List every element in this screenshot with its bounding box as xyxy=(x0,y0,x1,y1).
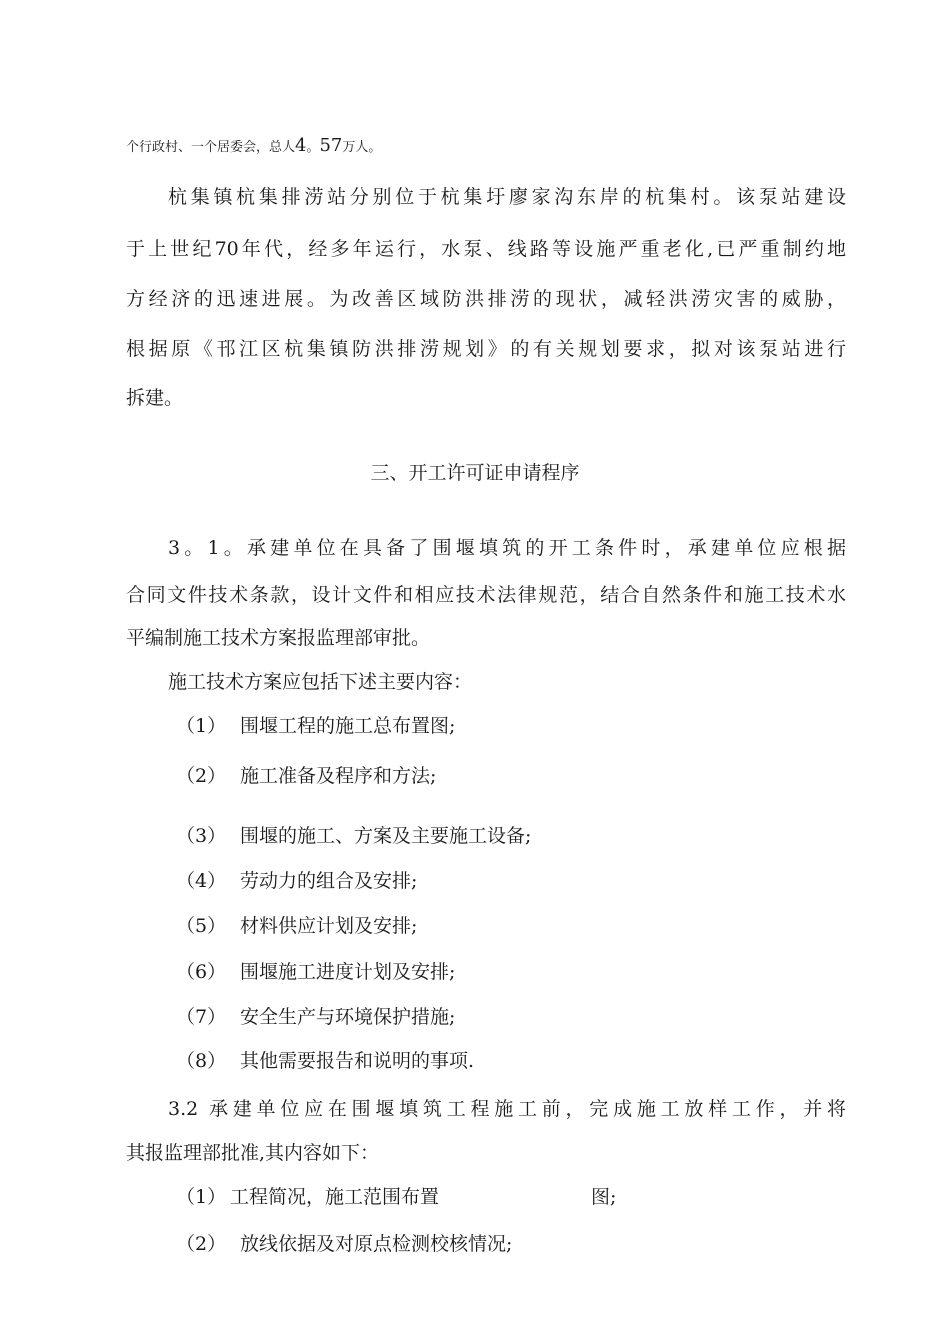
paragraph1-line-1: 杭集镇杭集排涝站分别位于杭集圩廖家沟东岸的杭集村。该泵站建设 xyxy=(168,186,846,208)
list-item-text: 安全生产与环境保护措施; xyxy=(240,1006,456,1028)
list-item-text: 劳动力的组合及安排; xyxy=(240,870,418,892)
intro-tail-num2: 57 xyxy=(319,135,343,156)
intro-tail-num1: 4 xyxy=(295,135,307,156)
paragraph1-line-2: 于上世纪70年代，经多年运行，水泵、线路等设施严重老化,已严重制约地 xyxy=(126,238,846,260)
paragraph1-line-3: 方经济的迅速进展。为改善区域防洪排涝的现状，减轻洪涝灾害的威胁， xyxy=(126,288,846,310)
list-item-text: 材料供应计划及安排; xyxy=(240,915,418,937)
paragraph1-line-4: 根据原《邗江区杭集镇防洪排涝规划》的有关规划要求，拟对该泵站进行 xyxy=(126,338,846,360)
list-item xyxy=(176,1049,474,1073)
list-item-text: 围堰的施工、方案及主要施工设备; xyxy=(240,825,532,847)
list-item xyxy=(176,1185,616,1209)
list-item-number: （6） xyxy=(176,961,227,983)
section-3-2-line-1: 3.2 承建单位应在围堰填筑工程施工前，完成施工放样工作，并将 xyxy=(168,1098,846,1120)
list-item-text: 其他需要报告和说明的事项. xyxy=(240,1050,475,1072)
paragraph1-line-5: 拆建。 xyxy=(126,387,184,409)
list-item-number: （1） xyxy=(176,715,227,737)
list-item xyxy=(176,824,531,848)
list-item-text: 围堰工程的施工总布置图; xyxy=(240,715,456,737)
list-item xyxy=(176,1005,455,1029)
list-item-number: （8） xyxy=(176,1050,227,1072)
section-heading: 三、开工许可证申请程序 xyxy=(370,462,580,484)
intro-tail-sep: 。 xyxy=(306,140,320,155)
list-intro: 施工技术方案应包括下述主要内容： xyxy=(168,671,473,693)
list-item-number: （5） xyxy=(176,915,227,937)
list-item-number: （4） xyxy=(176,870,227,892)
list-item-number: （2） xyxy=(176,765,227,787)
intro-tail-prefix: 个行政村、一个居委会，总人 xyxy=(126,140,296,155)
list-item-number: （7） xyxy=(176,1006,227,1028)
section-3-1-line-3: 平编制施工技术方案报监理部审批。 xyxy=(126,627,431,649)
list-item xyxy=(176,914,417,938)
list-item xyxy=(176,960,455,984)
list-item-number: （3） xyxy=(176,825,227,847)
list-item-text: 围堰施工进度计划及安排; xyxy=(240,961,456,983)
section-3-1-line-1: 3。1。承建单位在具备了围堰填筑的开工条件时，承建单位应根据 xyxy=(168,537,846,559)
list-item xyxy=(176,714,455,738)
intro-tail-line xyxy=(126,136,381,158)
section-3-2-line-2: 其报监理部批准,其内容如下： xyxy=(126,1142,380,1164)
list-item-text: 施工准备及程序和方法; xyxy=(240,765,437,787)
list-item-text-suffix: 图; xyxy=(591,1186,617,1208)
list-item xyxy=(176,1232,512,1256)
list-item-number: （2） xyxy=(176,1233,227,1255)
list-item-number: （1） xyxy=(176,1186,227,1208)
intro-tail-suffix: 万人。 xyxy=(342,140,382,155)
section-3-1-line-2: 合同文件技术条款，设计文件和相应技术法律规范，结合自然条件和施工技术水 xyxy=(126,584,846,606)
list-item-text: 放线依据及对原点检测校核情况; xyxy=(240,1233,513,1255)
list-item xyxy=(176,764,436,788)
list-item-text: 工程简况，施工范围布置 xyxy=(230,1186,440,1208)
list-item xyxy=(176,869,417,893)
